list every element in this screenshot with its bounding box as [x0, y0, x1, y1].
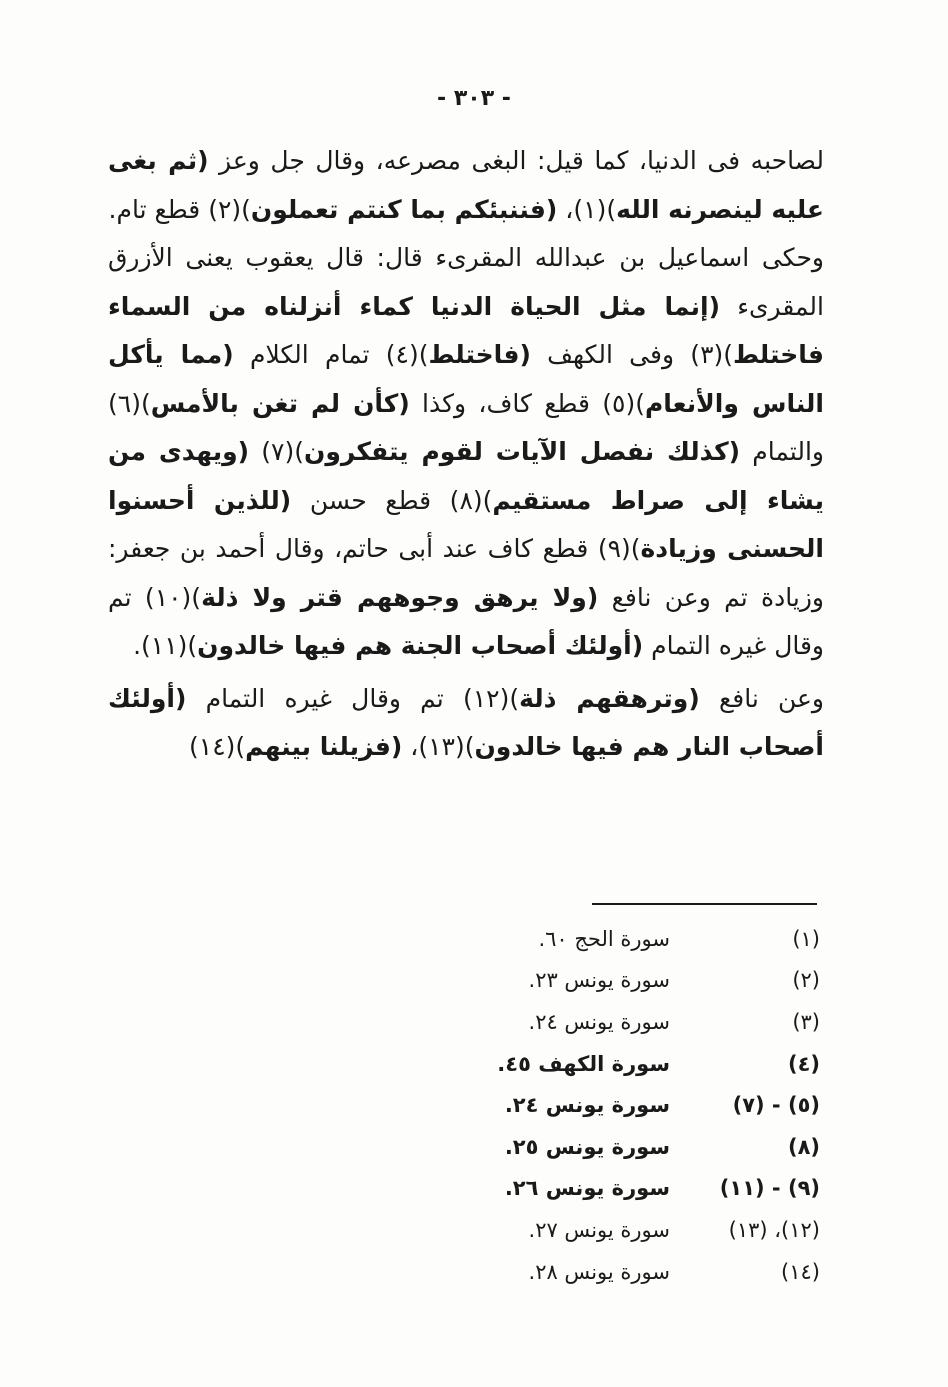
footnote-number: (٢) — [792, 968, 820, 993]
footnote-number: (١) — [792, 926, 820, 951]
footnote-reference: سورة يونس ٢٥. — [504, 1134, 670, 1159]
text-segment: )(١٢) تم وقال غيره التمام — [186, 683, 520, 713]
text-segment: وعن نافع — [699, 683, 824, 713]
footnote-reference: سورة يونس ٢٧. — [528, 1217, 670, 1242]
quran-quote: (فزيلنا بينهم — [245, 732, 403, 761]
quran-quote: (ثم بغى عليه لينصرنه الله — [108, 146, 824, 224]
text-segment: )(١١). — [133, 631, 198, 660]
footnote-number: (١٤) — [781, 1259, 820, 1284]
footnote-item — [470, 1001, 820, 1043]
quran-quote: (كأن لم تغن بالأمس — [150, 388, 410, 418]
page-number: - ٣٠٣ - — [437, 86, 511, 111]
footnotes — [470, 918, 820, 1292]
text-segment: )(١٣)، — [402, 732, 475, 761]
text-segment: )(٨) قطع حسن — [291, 485, 493, 515]
paragraph-2 — [108, 234, 824, 671]
text-segment: )(٢) قطع تام. — [108, 194, 251, 224]
text-segment: )(٦) والتمام — [108, 388, 824, 466]
quran-quote: (إنما مثل الحياة الدنيا كماء أنزلناه من السماء فاختلط — [108, 291, 824, 369]
footnote-number: (٤) — [787, 1051, 820, 1076]
text-segment: )(٧) — [249, 437, 304, 466]
text-segment: )(١٤) — [189, 732, 246, 761]
footnote-item — [470, 1209, 820, 1251]
footnote-reference: سورة يونس ٢٨. — [528, 1259, 670, 1284]
paragraph-3 — [108, 675, 824, 772]
footnote-item — [470, 1168, 820, 1210]
text-segment: )(٩) قطع كاف عند أبى حاتم، وقال أحمد بن جعفر: وزيادة تم وعن نافع — [108, 534, 824, 612]
footnote-reference: سورة يونس ٢٦. — [504, 1176, 670, 1201]
text-segment: )(١٠) تم وقال غيره التمام — [108, 582, 824, 660]
footnote-number: (٩) - (١١) — [719, 1176, 820, 1201]
body-text — [108, 137, 824, 772]
quran-quote: (أولئك أصحاب النار هم فيها خالدون — [108, 683, 824, 761]
text-segment: )(٥) قطع كاف، وكذا — [409, 388, 645, 418]
text-segment: )(٤) تمام الكلام — [233, 340, 429, 369]
footnote-reference: سورة الكهف ٤٥. — [497, 1051, 670, 1076]
footnote-item — [470, 960, 820, 1002]
quran-quote: (وترهقهم ذلة — [519, 683, 700, 713]
quran-quote: (ويهدى من يشاء إلى صراط مستقيم — [108, 437, 824, 515]
text-segment: )(١)، — [557, 194, 617, 224]
footnote-item — [470, 1084, 820, 1126]
text-segment: )(٣) وفى الكهف — [530, 340, 734, 369]
footnote-item — [470, 1043, 820, 1085]
footnote-divider — [592, 903, 817, 905]
footnote-number: (٥) - (٧) — [732, 1093, 820, 1118]
footnote-item — [470, 1251, 820, 1293]
footnote-item — [470, 1126, 820, 1168]
paragraph-1 — [108, 137, 824, 234]
footnote-number: (٨) — [787, 1134, 820, 1159]
footnote-reference: سورة يونس ٢٣. — [528, 968, 670, 993]
quran-quote: (مما يأكل الناس والأنعام — [108, 340, 824, 418]
quran-quote: (كذلك نفصل الآيات لقوم يتفكرون — [303, 437, 741, 466]
footnote-item — [470, 918, 820, 960]
footnote-number: (١٢)، (١٣) — [728, 1217, 820, 1242]
footnote-reference: سورة الحج ٦٠. — [538, 926, 670, 951]
quran-quote: (ولا يرهق وجوههم قتر ولا ذلة — [201, 582, 599, 612]
text-segment: وحكى اسماعيل بن عبدالله المقرىء قال: قال يعقوب يعنى الأزرق المقرىء — [108, 243, 824, 321]
footnote-reference: سورة يونس ٢٤. — [528, 1009, 670, 1034]
footnote-reference: سورة يونس ٢٤. — [504, 1093, 670, 1118]
quran-quote: (أولئك أصحاب الجنة هم فيها خالدون — [197, 631, 644, 660]
text-segment: لصاحبه فى الدنيا، كما قيل: البغى مصرعه، وقال جل وعز — [208, 146, 824, 175]
quran-quote: (فاختلط — [428, 340, 531, 369]
quran-quote: (للذين أحسنوا الحسنى وزيادة — [108, 485, 824, 563]
footnote-number: (٣) — [792, 1009, 820, 1034]
quran-quote: (فننبئكم بما كنتم تعملون — [250, 194, 558, 224]
